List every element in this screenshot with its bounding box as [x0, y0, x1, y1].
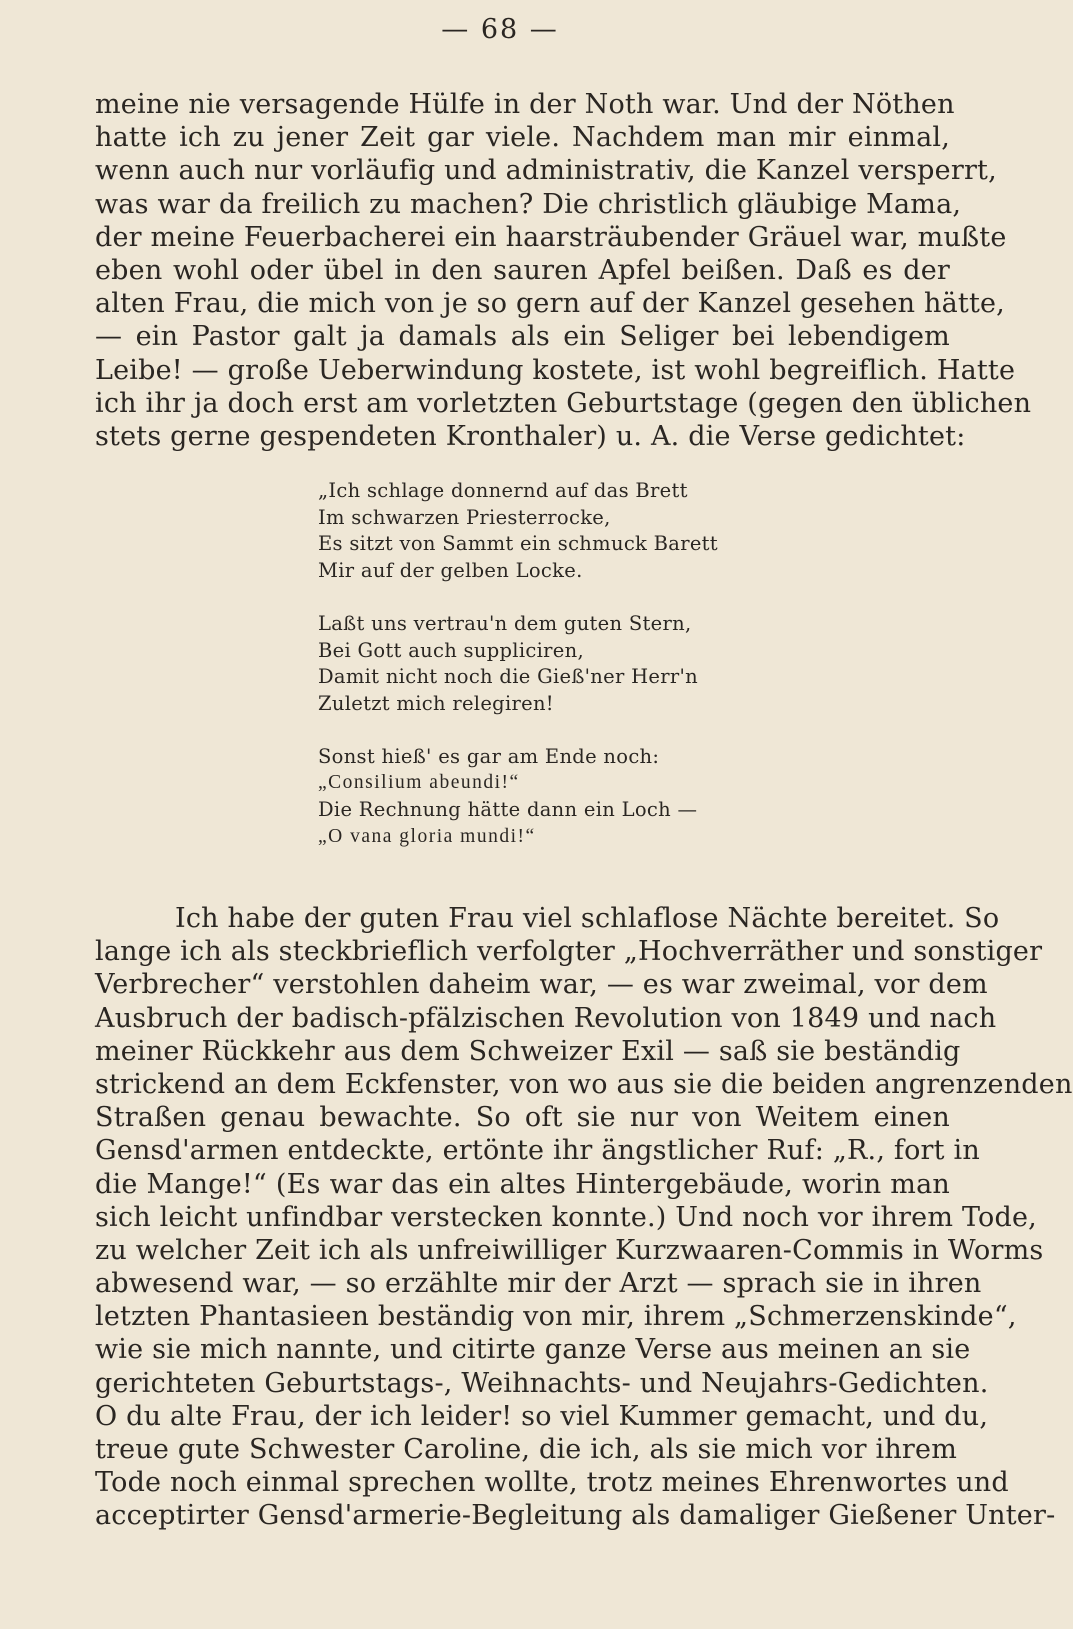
poem-stanza-3 [318, 744, 738, 851]
text-line: stets gerne gespendeten Kronthaler) u. A. die Verse gedichtet: [95, 420, 966, 452]
text-line: eben wohl oder übel in den sauren Apfel beißen. Daß es der [95, 254, 950, 286]
text-line: Gensd'armen entdeckte, ertönte ihr ängstlicher Ruf: „R., fort in [95, 1135, 980, 1167]
text-line: acceptirter Gensd'armerie-Begleitung als damaliger Gießener Unter- [95, 1500, 1056, 1532]
verse-line: Im schwarzen Priesterrocke, [318, 505, 611, 529]
text-line: ich ihr ja doch erst am vorletzten Geburtstage (gegen den üblichen [95, 387, 1032, 419]
text-line: zu welcher Zeit ich als unfreiwilliger Kurzwaaren-Commis in Worms [95, 1234, 1044, 1266]
page-number: — 68 — [441, 14, 559, 45]
verse-line: Bei Gott auch suppliciren, [318, 638, 584, 662]
poem-stanza-1 [318, 478, 738, 585]
verse-line-latin: „O vana gloria mundi!“ [318, 825, 536, 847]
verse-line: Zuletzt mich relegiren! [318, 691, 554, 715]
text-line: alten Frau, die mich von je so gern auf der Kanzel gesehen hätte, [95, 288, 1005, 320]
poem-stanza-2 [318, 611, 738, 718]
text-line: Leibe! — große Ueberwindung kostete, ist wohl begreiflich. Hatte [95, 354, 1016, 386]
text-line: Straßen genau bewachte. So oft sie nur von Weitem einen [95, 1102, 950, 1134]
verse-line: Die Rechnung hätte dann ein Loch — [318, 798, 698, 822]
text-line: O du alte Frau, der ich leider! so viel Kummer gemacht, und du, [95, 1400, 989, 1432]
text-line: Tode noch einmal sprechen wollte, trotz meines Ehrenwortes und [95, 1467, 1009, 1499]
text-line: die Mange!“ (Es war das ein altes Hintergebäude, worin man [95, 1168, 950, 1200]
poem [318, 478, 738, 876]
text-line: abwesend war, — so erzählte mir der Arzt — sprach sie in ihren [95, 1268, 982, 1300]
text-line: meiner Rückkehr aus dem Schweizer Exil — saß sie beständig [95, 1035, 961, 1067]
text-line: Ausbruch der badisch-pfälzischen Revolution von 1849 und nach [95, 1002, 997, 1034]
verse-line: Laßt uns vertrau'n dem guten Stern, [318, 611, 692, 635]
text-line: meine nie versagende Hülfe in der Noth war. Und der Nöthen [95, 89, 955, 120]
text-line: hatte ich zu jener Zeit gar viele. Nachdem man mir einmal, [95, 122, 950, 154]
paragraph-1 [95, 88, 1032, 453]
verse-line: Damit nicht noch die Gieß'ner Herr'n [318, 665, 699, 689]
verse-line: Mir auf der gelben Locke. [318, 559, 583, 583]
verse-line-latin: „Consilium abeundi!“ [318, 772, 520, 794]
text-line: der meine Feuerbacherei ein haarsträubender Gräuel war, mußte [95, 221, 1007, 253]
text-line: treue gute Schwester Caroline, die ich, als sie mich vor ihrem [95, 1434, 958, 1465]
text-line: wie sie mich nannte, und citirte ganze Verse aus meinen an sie [95, 1334, 971, 1366]
text-line: Ich habe der guten Frau viel schlaflose Nächte bereitet. So [175, 903, 1000, 934]
paragraph-2 [95, 902, 1073, 1533]
text-line: wenn auch nur vorläufig und administrativ, die Kanzel versperrt, [95, 155, 997, 187]
text-line: letzten Phantasieen beständig von mir, ihrem „Schmerzenskinde“, [95, 1301, 1017, 1333]
text-line: gerichteten Geburtstags-, Weihnachts- und Neujahrs-Gedichten. [95, 1367, 989, 1399]
verse-line: Es sitzt von Sammt ein schmuck Barett [318, 532, 718, 556]
text-line: Verbrecher“ verstohlen daheim war, — es war zweimal, vor dem [95, 969, 988, 1001]
text-line: was war da freilich zu machen? Die christlich gläubige Mama, [95, 188, 962, 220]
text-line: — ein Pastor galt ja damals als ein Seliger bei lebendigem [95, 321, 950, 353]
text-line: lange ich als steckbrieflich verfolgter „Hochverräther und sonstiger [95, 936, 1043, 968]
text-line: strickend an dem Eckfenster, von wo aus sie die beiden angrenzenden [95, 1068, 1073, 1100]
verse-line: „Ich schlage donnernd auf das Brett [318, 479, 688, 502]
verse-line: Sonst hieß' es gar am Ende noch: [318, 744, 660, 768]
text-line: sich leicht unfindbar verstecken konnte.) Und noch vor ihrem Tode, [95, 1201, 1037, 1233]
